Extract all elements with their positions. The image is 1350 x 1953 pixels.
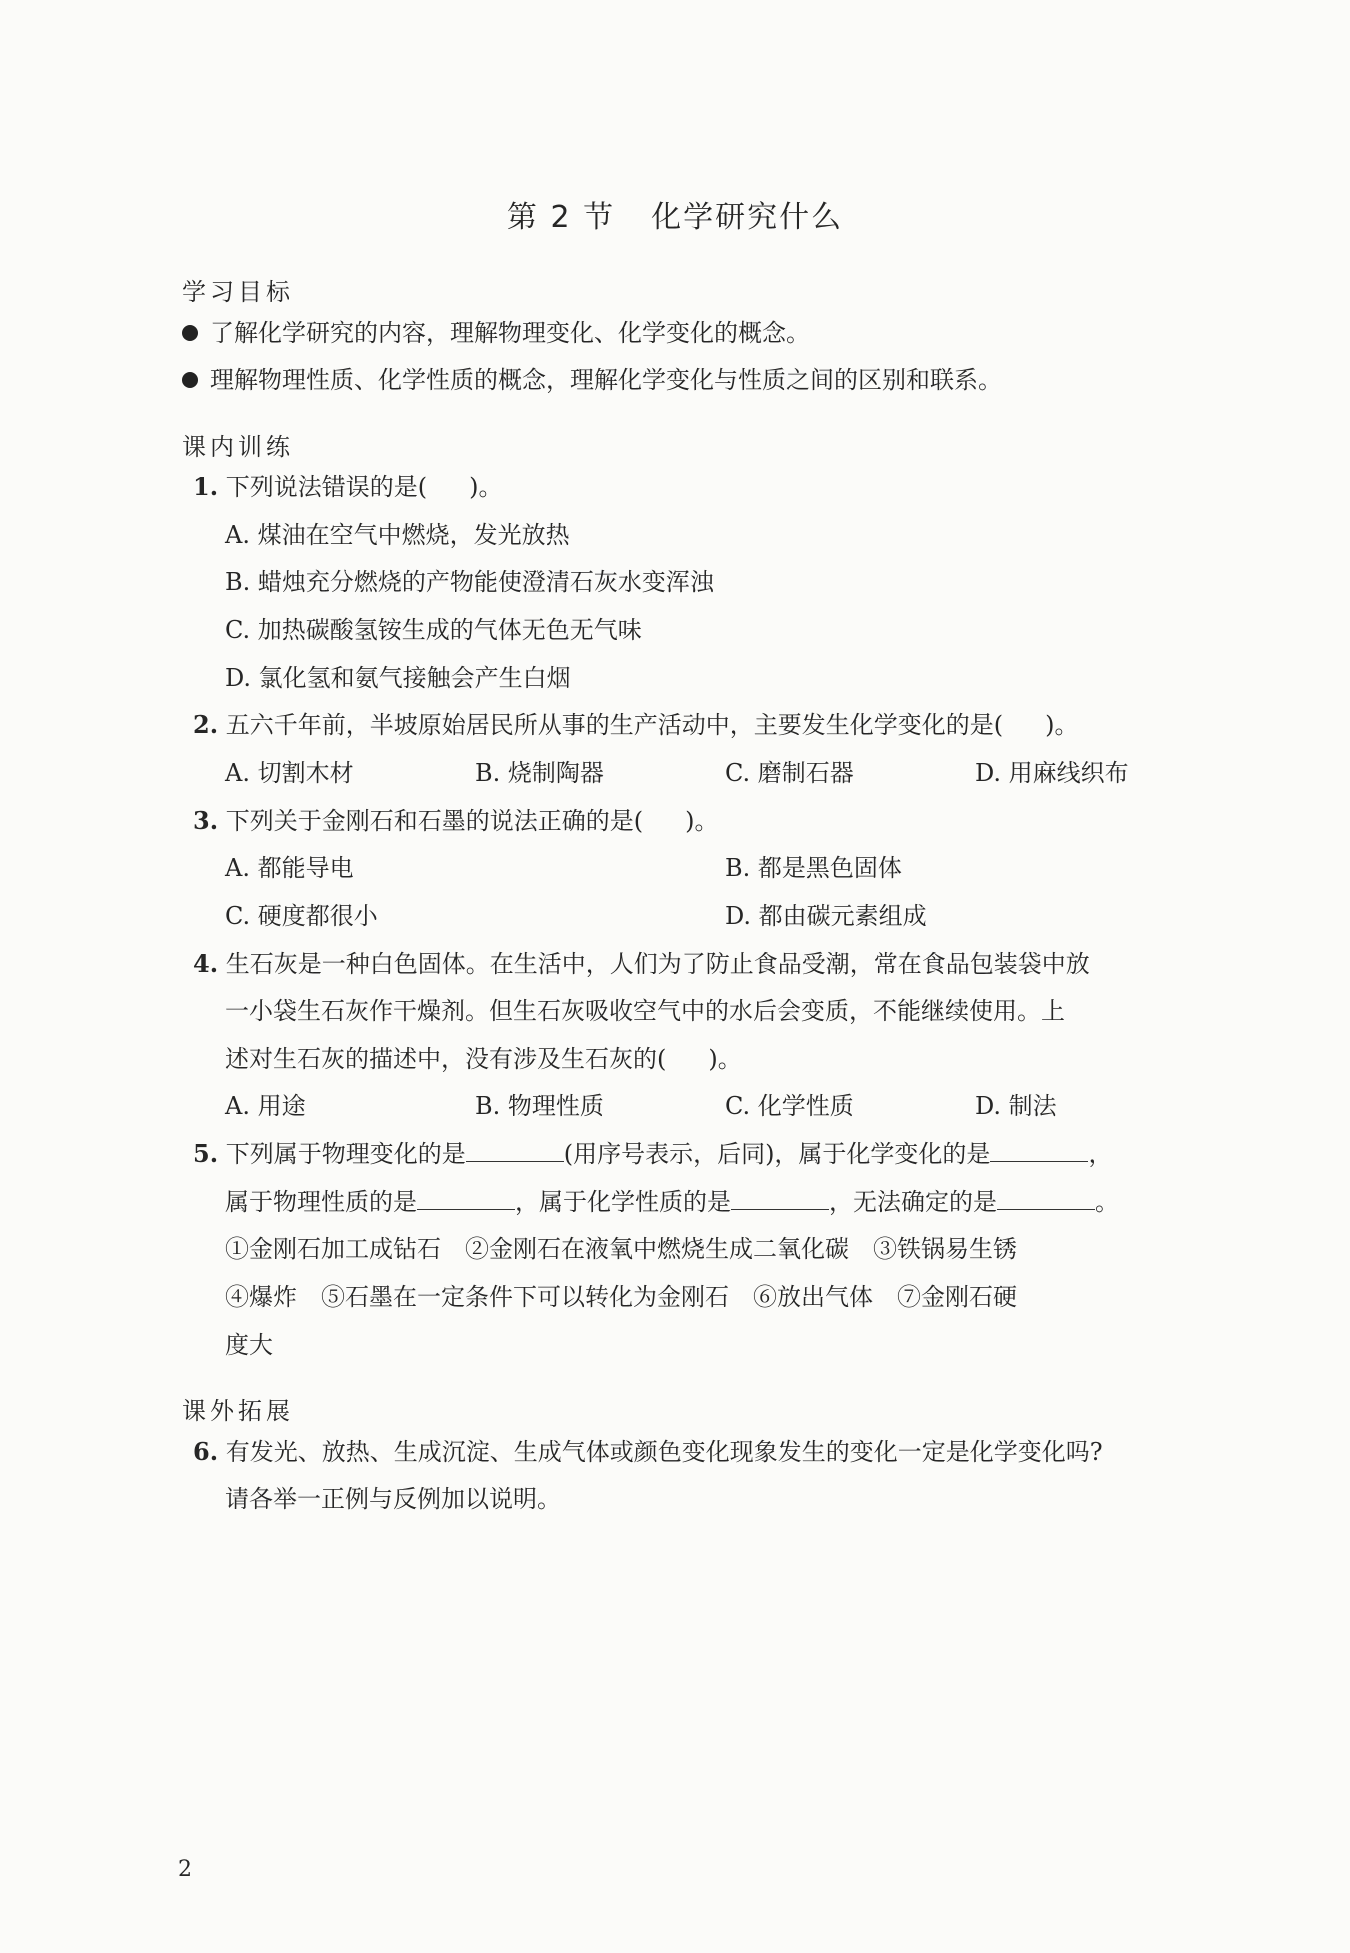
q2-option-d: D. 用麻线织布 <box>975 759 1129 787</box>
question-1: 1. 下列说法错误的是( )。 <box>193 472 503 501</box>
q1-option-b: B. 蜡烛充分燃烧的产物能使澄清石灰水变浑浊 <box>225 568 714 596</box>
question-6-line-2: 请各举一正例与反例加以说明。 <box>225 1485 561 1513</box>
bullet-icon <box>182 325 198 341</box>
q1-option-c: C. 加热碳酸氢铵生成的气体无色无气味 <box>225 616 642 644</box>
question-4: 4. 生石灰是一种白色固体。在生活中，人们为了防止食品受潮，常在食品包装袋中放 <box>193 949 1090 978</box>
inclass-heading: 课内训练 <box>182 433 294 461</box>
goal-item: 了解化学研究的内容，理解物理变化、化学变化的概念。 <box>182 318 810 348</box>
question-5: 5. 下列属于物理变化的是 (用序号表示，后同)，属于化学变化的是 ， <box>193 1139 1113 1168</box>
q3-option-c: C. 硬度都很小 <box>225 902 378 930</box>
question-6: 6. 有发光、放热、生成沉淀、生成气体或颜色变化现象发生的变化一定是化学变化吗? <box>193 1437 1103 1466</box>
question-4-line-3: 述对生石灰的描述中，没有涉及生石灰的( )。 <box>225 1045 742 1073</box>
goals-heading: 学习目标 <box>182 278 294 306</box>
answer-blank[interactable] <box>731 1187 829 1210</box>
q2-option-c: C. 磨制石器 <box>725 759 854 787</box>
page-title <box>0 192 1350 236</box>
q4-option-a: A. 用途 <box>225 1092 306 1120</box>
question-5-line-3: ①金刚石加工成钻石 ②金刚石在液氧中燃烧生成二氧化碳 ③铁锅易生锈 <box>225 1235 1017 1263</box>
outclass-heading: 课外拓展 <box>182 1397 294 1425</box>
question-4-line-2: 一小袋生石灰作干燥剂。但生石灰吸收空气中的水后会变质，不能继续使用。上 <box>225 997 1065 1025</box>
question-2: 2. 五六千年前，半坡原始居民所从事的生产活动中，主要发生化学变化的是( )。 <box>193 710 1079 739</box>
answer-blank[interactable] <box>417 1187 515 1210</box>
q4-option-d: D. 制法 <box>975 1092 1057 1120</box>
q4-option-c: C. 化学性质 <box>725 1092 854 1120</box>
question-5-line-5: 度大 <box>225 1331 273 1359</box>
question-5-line-4: ④爆炸 ⑤石墨在一定条件下可以转化为金刚石 ⑥放出气体 ⑦金刚石硬 <box>225 1283 1017 1311</box>
q4-option-b: B. 物理性质 <box>475 1092 604 1120</box>
question-3: 3. 下列关于金刚石和石墨的说法正确的是( )。 <box>193 806 719 835</box>
answer-blank[interactable] <box>466 1139 564 1162</box>
page-number: 2 <box>178 1857 192 1882</box>
bullet-icon <box>182 372 198 388</box>
q2-option-b: B. 烧制陶器 <box>475 759 604 787</box>
section-number: 第 2 节 <box>506 200 616 235</box>
q2-option-a: A. 切割木材 <box>225 759 354 787</box>
q3-option-b: B. 都是黑色固体 <box>725 854 902 882</box>
goal-item: 理解物理性质、化学性质的概念，理解化学变化与性质之间的区别和联系。 <box>182 365 1002 395</box>
q3-option-d: D. 都由碳元素组成 <box>725 902 927 930</box>
answer-blank[interactable] <box>990 1139 1088 1162</box>
q1-option-d: D. 氯化氢和氨气接触会产生白烟 <box>225 664 571 692</box>
answer-blank[interactable] <box>997 1187 1095 1210</box>
q3-option-a: A. 都能导电 <box>225 854 354 882</box>
question-5-line-2: 属于物理性质的是 ，属于化学性质的是 ，无法确定的是 。 <box>225 1188 1119 1216</box>
section-name: 化学研究什么 <box>651 200 844 235</box>
q1-option-a: A. 煤油在空气中燃烧，发光放热 <box>225 521 570 549</box>
